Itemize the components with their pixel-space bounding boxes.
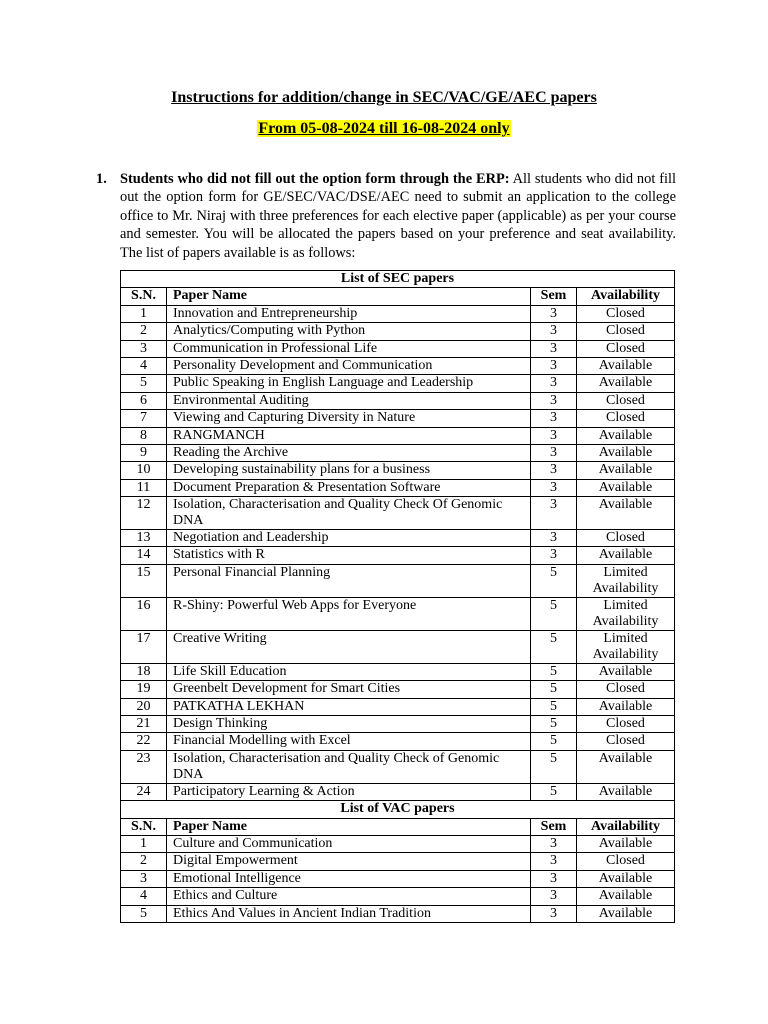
- cell-sn: 3: [121, 340, 167, 357]
- cell-sn: 18: [121, 663, 167, 680]
- cell-availability: Available: [577, 783, 675, 800]
- table-row: [121, 870, 675, 887]
- cell-availability: Available: [577, 375, 675, 392]
- cell-sem: 3: [531, 427, 577, 444]
- cell-sem: 3: [531, 870, 577, 887]
- cell-name: Ethics And Values in Ancient Indian Tradition: [167, 905, 531, 922]
- table-row: [121, 410, 675, 427]
- table-row: [121, 357, 675, 374]
- cell-sn: 24: [121, 783, 167, 800]
- cell-availability: Closed: [577, 853, 675, 870]
- table-row: [121, 597, 675, 630]
- cell-name: Personal Financial Planning: [167, 564, 531, 597]
- cell-sem: 3: [531, 905, 577, 922]
- cell-availability: Closed: [577, 323, 675, 340]
- cell-availability: Available: [577, 888, 675, 905]
- cell-sn: 3: [121, 870, 167, 887]
- cell-sn: 21: [121, 716, 167, 733]
- cell-availability: Available: [577, 750, 675, 783]
- cell-name: Ethics and Culture: [167, 888, 531, 905]
- cell-name: Developing sustainability plans for a business: [167, 462, 531, 479]
- instruction-heading: Students who did not fill out the option form through the ERP:: [120, 171, 510, 187]
- cell-name: Participatory Learning & Action: [167, 783, 531, 800]
- table-row: [121, 750, 675, 783]
- table-row: [121, 835, 675, 852]
- cell-availability: Available: [577, 835, 675, 852]
- cell-name: Design Thinking: [167, 716, 531, 733]
- sec-section-heading: List of SEC papers: [121, 271, 675, 288]
- cell-sn: 22: [121, 733, 167, 750]
- cell-sn: 6: [121, 392, 167, 409]
- cell-sem: 5: [531, 597, 577, 630]
- cell-sem: 3: [531, 479, 577, 496]
- column-header-name: Paper Name: [167, 288, 531, 305]
- instruction-body: All students who did not fill out the option form for GE/SEC/VAC/DSE/AEC need to submit an application to the college office to Mr. Niraj with three preferences for each elective paper (applicable) as per your course and semester. You will be allocated the papers based on your preference and seat availability. The list of papers available is as follows:: [120, 171, 676, 261]
- date-range-highlight: From 05-08-2024 till 16-08-2024 only: [258, 120, 510, 137]
- cell-sem: 3: [531, 392, 577, 409]
- table-row: [121, 305, 675, 322]
- cell-sem: 5: [531, 698, 577, 715]
- cell-availability: Closed: [577, 410, 675, 427]
- cell-sn: 14: [121, 547, 167, 564]
- cell-name: Digital Empowerment: [167, 853, 531, 870]
- cell-name: Reading the Archive: [167, 444, 531, 461]
- cell-sem: 3: [531, 888, 577, 905]
- date-range: [0, 119, 768, 139]
- cell-name: Creative Writing: [167, 630, 531, 663]
- page-title: Instructions for addition/change in SEC/VAC/GE/AEC papers: [171, 89, 597, 106]
- table-row: [121, 716, 675, 733]
- cell-sn: 8: [121, 427, 167, 444]
- cell-name: Viewing and Capturing Diversity in Nature: [167, 410, 531, 427]
- column-header-availability: Availability: [577, 818, 675, 835]
- cell-name: Statistics with R: [167, 547, 531, 564]
- cell-availability: Available: [577, 479, 675, 496]
- cell-sem: 3: [531, 462, 577, 479]
- cell-availability: Available: [577, 462, 675, 479]
- cell-name: Communication in Professional Life: [167, 340, 531, 357]
- cell-sem: 3: [531, 530, 577, 547]
- cell-name: Greenbelt Development for Smart Cities: [167, 681, 531, 698]
- cell-availability: Available: [577, 427, 675, 444]
- cell-sem: 5: [531, 630, 577, 663]
- cell-availability: Available: [577, 870, 675, 887]
- cell-sem: 5: [531, 716, 577, 733]
- vac-section-heading: List of VAC papers: [121, 801, 675, 818]
- cell-sn: 19: [121, 681, 167, 698]
- cell-availability: Available: [577, 547, 675, 564]
- instruction-item: [96, 170, 676, 262]
- column-header-availability: Availability: [577, 288, 675, 305]
- vac-section-heading-row: [121, 801, 675, 818]
- cell-availability: Closed: [577, 716, 675, 733]
- cell-availability: Closed: [577, 340, 675, 357]
- cell-sn: 1: [121, 835, 167, 852]
- cell-name: R-Shiny: Powerful Web Apps for Everyone: [167, 597, 531, 630]
- cell-availability: Available: [577, 663, 675, 680]
- cell-name: Personality Development and Communication: [167, 357, 531, 374]
- cell-availability: Available: [577, 444, 675, 461]
- column-header-sem: Sem: [531, 818, 577, 835]
- cell-sem: 3: [531, 444, 577, 461]
- cell-sem: 5: [531, 564, 577, 597]
- cell-sn: 9: [121, 444, 167, 461]
- cell-name: Emotional Intelligence: [167, 870, 531, 887]
- cell-availability: Closed: [577, 733, 675, 750]
- table-row: [121, 888, 675, 905]
- instruction-number: 1.: [96, 171, 107, 187]
- cell-sn: 23: [121, 750, 167, 783]
- cell-sn: 1: [121, 305, 167, 322]
- cell-sn: 2: [121, 323, 167, 340]
- cell-name: Environmental Auditing: [167, 392, 531, 409]
- cell-sn: 13: [121, 530, 167, 547]
- cell-sem: 5: [531, 681, 577, 698]
- cell-sn: 5: [121, 905, 167, 922]
- cell-sn: 15: [121, 564, 167, 597]
- cell-name: Isolation, Characterisation and Quality Check Of Genomic DNA: [167, 497, 531, 530]
- cell-name: Life Skill Education: [167, 663, 531, 680]
- column-header-sn: S.N.: [121, 818, 167, 835]
- cell-sem: 5: [531, 783, 577, 800]
- cell-availability: Limited Availability: [577, 597, 675, 630]
- cell-availability: Available: [577, 357, 675, 374]
- cell-sn: 16: [121, 597, 167, 630]
- cell-sem: 3: [531, 853, 577, 870]
- table-row: [121, 733, 675, 750]
- cell-sn: 2: [121, 853, 167, 870]
- table-row: [121, 905, 675, 922]
- cell-availability: Available: [577, 905, 675, 922]
- cell-availability: Available: [577, 497, 675, 530]
- cell-sem: 3: [531, 323, 577, 340]
- cell-sn: 11: [121, 479, 167, 496]
- cell-sem: 3: [531, 835, 577, 852]
- papers-table: [120, 270, 675, 923]
- cell-availability: Closed: [577, 530, 675, 547]
- cell-name: PATKATHA LEKHAN: [167, 698, 531, 715]
- table-row: [121, 630, 675, 663]
- cell-sn: 4: [121, 357, 167, 374]
- cell-sem: 3: [531, 547, 577, 564]
- cell-availability: Limited Availability: [577, 630, 675, 663]
- cell-availability: Closed: [577, 305, 675, 322]
- column-header-sem: Sem: [531, 288, 577, 305]
- cell-name: Negotiation and Leadership: [167, 530, 531, 547]
- table-row: [121, 547, 675, 564]
- table-row: [121, 444, 675, 461]
- cell-name: Isolation, Characterisation and Quality Check of Genomic DNA: [167, 750, 531, 783]
- cell-sn: 12: [121, 497, 167, 530]
- cell-sn: 20: [121, 698, 167, 715]
- sec-column-header-row: [121, 288, 675, 305]
- table-row: [121, 497, 675, 530]
- table-row: [121, 479, 675, 496]
- table-row: [121, 323, 675, 340]
- cell-sn: 10: [121, 462, 167, 479]
- cell-availability: Available: [577, 698, 675, 715]
- cell-name: Analytics/Computing with Python: [167, 323, 531, 340]
- table-row: [121, 564, 675, 597]
- cell-name: RANGMANCH: [167, 427, 531, 444]
- table-row: [121, 340, 675, 357]
- column-header-sn: S.N.: [121, 288, 167, 305]
- cell-sn: 4: [121, 888, 167, 905]
- instruction-text: [120, 170, 676, 262]
- vac-column-header-row: [121, 818, 675, 835]
- cell-name: Public Speaking in English Language and Leadership: [167, 375, 531, 392]
- table-row: [121, 681, 675, 698]
- table-row: [121, 375, 675, 392]
- cell-sem: 5: [531, 663, 577, 680]
- table-row: [121, 462, 675, 479]
- table-row: [121, 427, 675, 444]
- table-row: [121, 663, 675, 680]
- table-row: [121, 392, 675, 409]
- cell-sem: 3: [531, 497, 577, 530]
- cell-availability: Limited Availability: [577, 564, 675, 597]
- table-row: [121, 530, 675, 547]
- cell-sn: 7: [121, 410, 167, 427]
- cell-name: Culture and Communication: [167, 835, 531, 852]
- cell-sem: 3: [531, 305, 577, 322]
- cell-sem: 3: [531, 375, 577, 392]
- cell-name: Document Preparation & Presentation Software: [167, 479, 531, 496]
- cell-name: Financial Modelling with Excel: [167, 733, 531, 750]
- cell-sem: 3: [531, 340, 577, 357]
- table-row: [121, 698, 675, 715]
- cell-sem: 3: [531, 357, 577, 374]
- cell-sn: 5: [121, 375, 167, 392]
- cell-sem: 5: [531, 733, 577, 750]
- table-row: [121, 783, 675, 800]
- cell-sem: 5: [531, 750, 577, 783]
- cell-name: Innovation and Entrepreneurship: [167, 305, 531, 322]
- cell-sn: 17: [121, 630, 167, 663]
- table-row: [121, 853, 675, 870]
- column-header-name: Paper Name: [167, 818, 531, 835]
- sec-section-heading-row: [121, 271, 675, 288]
- cell-availability: Closed: [577, 681, 675, 698]
- cell-availability: Closed: [577, 392, 675, 409]
- cell-sem: 3: [531, 410, 577, 427]
